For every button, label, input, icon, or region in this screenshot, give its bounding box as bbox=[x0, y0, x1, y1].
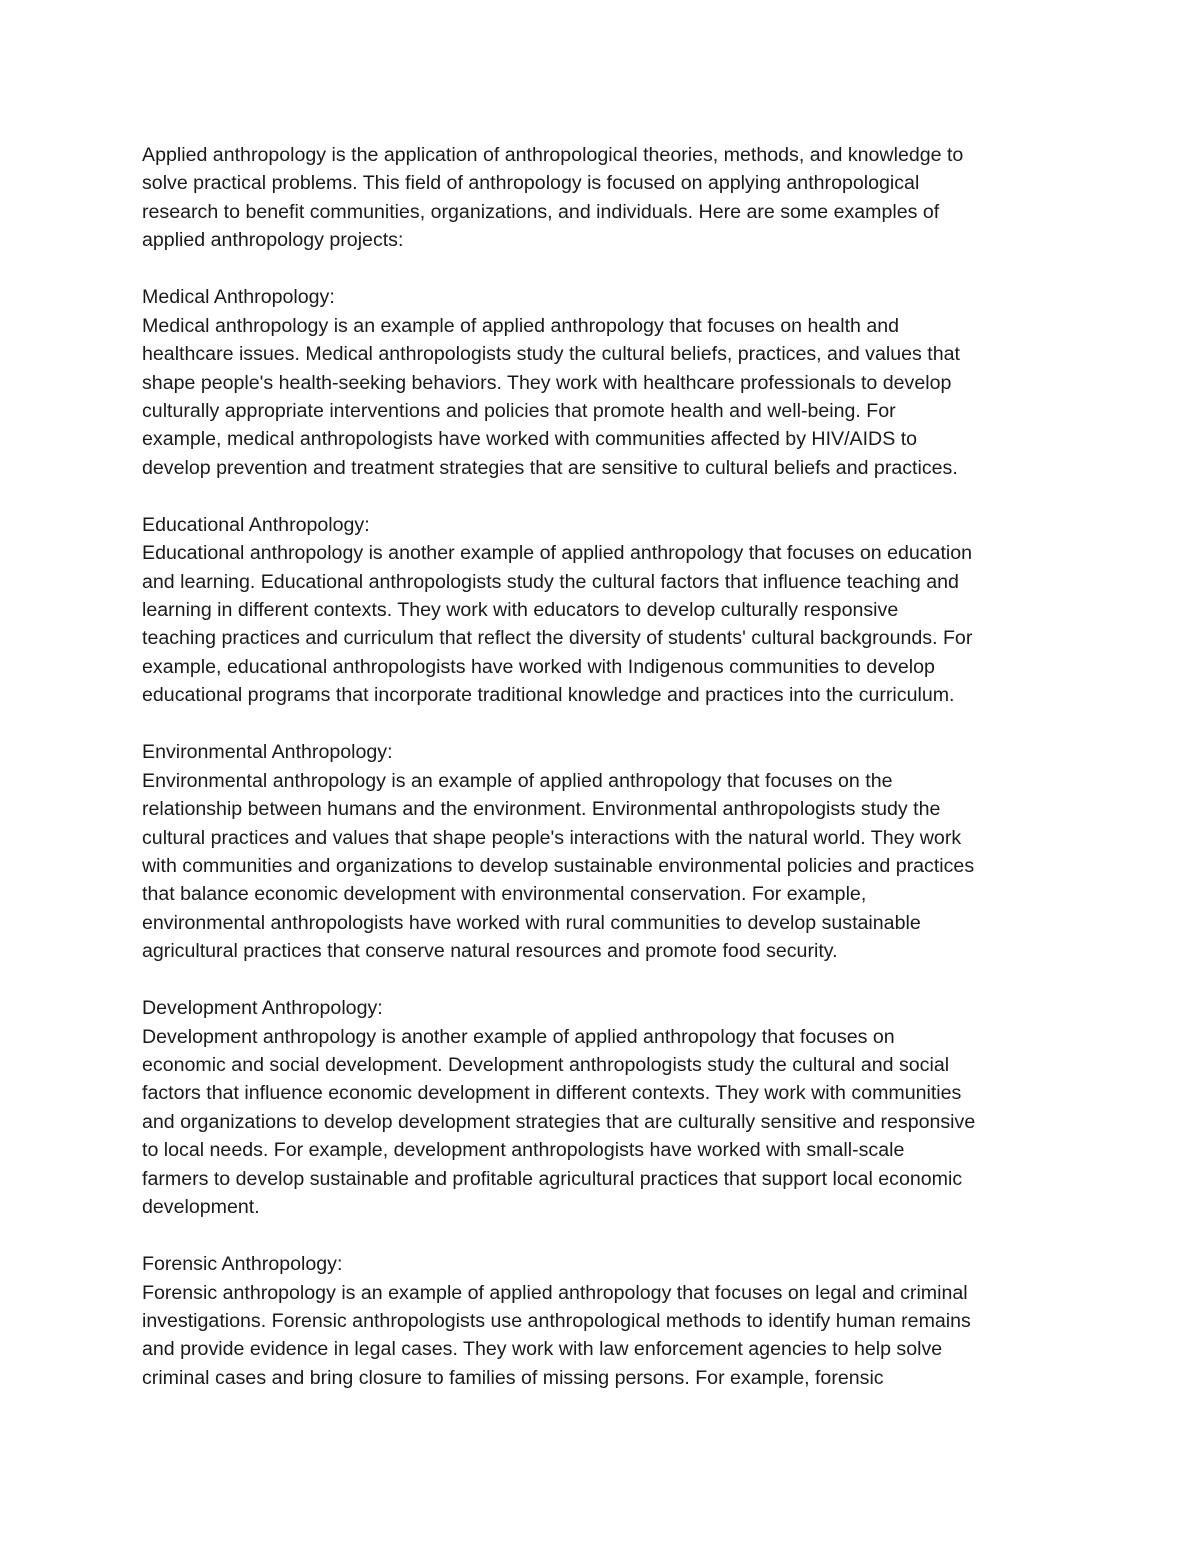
text-line: environmental anthropologists have worked with rural communities to develop sustainable bbox=[142, 911, 921, 934]
text-line: develop prevention and treatment strategies that are sensitive to cultural beliefs and practices. bbox=[142, 456, 958, 479]
text-line: and provide evidence in legal cases. They work with law enforcement agencies to help solve bbox=[142, 1338, 943, 1361]
text-line: Environmental anthropology is an example of applied anthropology that focuses on the bbox=[142, 769, 893, 792]
text-line: solve practical problems. This field of anthropology is focused on applying anthropological bbox=[142, 172, 920, 195]
section-heading: Educational Anthropology: bbox=[142, 513, 370, 536]
text-line: culturally appropriate interventions and policies that promote health and well-being. For bbox=[142, 399, 896, 422]
text-line: applied anthropology projects: bbox=[142, 229, 404, 252]
text-line: investigations. Forensic anthropologists use anthropological methods to identify human remains bbox=[142, 1309, 971, 1332]
text-line: Forensic anthropology is an example of applied anthropology that focuses on legal and criminal bbox=[142, 1281, 968, 1304]
text-line: that balance economic development with environmental conservation. For example, bbox=[142, 883, 867, 906]
text-line: and organizations to develop development strategies that are culturally sensitive and responsive bbox=[142, 1110, 976, 1133]
text-line: learning in different contexts. They work with educators to develop culturally responsive bbox=[142, 599, 899, 621]
text-line: relationship between humans and the environment. Environmental anthropologists study the bbox=[142, 798, 941, 821]
text-line: healthcare issues. Medical anthropologists study the cultural beliefs, practices, and values that bbox=[142, 343, 960, 366]
section-heading: Forensic Anthropology: bbox=[142, 1253, 343, 1276]
text-line: example, medical anthropologists have worked with communities affected by HIV/AIDS to bbox=[142, 428, 918, 451]
text-line: economic and social development. Development anthropologists study the cultural and social bbox=[142, 1054, 950, 1076]
section-medical bbox=[142, 283, 1072, 482]
text-line: with communities and organizations to develop sustainable environmental policies and practices bbox=[142, 854, 975, 877]
section-forensic bbox=[142, 1250, 1072, 1392]
section-development bbox=[142, 994, 1072, 1222]
text-line: Development anthropology is another example of applied anthropology that focuses on bbox=[142, 1025, 895, 1048]
text-line: development. bbox=[142, 1196, 260, 1219]
section-environmental bbox=[142, 738, 1072, 966]
text-line: factors that influence economic development in different contexts. They work with communities bbox=[142, 1082, 962, 1105]
section-heading: Development Anthropology: bbox=[142, 997, 383, 1020]
text-line: Applied anthropology is the application of anthropological theories, methods, and knowledge to bbox=[142, 144, 964, 166]
section-heading: Medical Anthropology: bbox=[142, 286, 335, 309]
document-body bbox=[142, 141, 1072, 1392]
text-line: agricultural practices that conserve natural resources and promote food security. bbox=[142, 940, 838, 963]
text-line: cultural practices and values that shape people's interactions with the natural world. They work bbox=[142, 826, 962, 849]
text-line: example, educational anthropologists have worked with Indigenous communities to develop bbox=[142, 655, 935, 678]
text-line: research to benefit communities, organizations, and individuals. Here are some examples of bbox=[142, 200, 940, 223]
text-line: and learning. Educational anthropologists study the cultural factors that influence teaching and bbox=[142, 570, 959, 593]
section-educational bbox=[142, 511, 1072, 710]
text-line: criminal cases and bring closure to families of missing persons. For example, forensic bbox=[142, 1366, 884, 1389]
text-line: to local needs. For example, development anthropologists have worked with small-scale bbox=[142, 1139, 905, 1162]
text-line: shape people's health-seeking behaviors. They work with healthcare professionals to develop bbox=[142, 371, 952, 394]
text-line: Educational anthropology is another example of applied anthropology that focuses on education bbox=[142, 542, 973, 565]
text-line: teaching practices and curriculum that reflect the diversity of students' cultural backgrounds. For bbox=[142, 627, 973, 650]
intro-paragraph bbox=[142, 141, 1072, 255]
text-line: educational programs that incorporate traditional knowledge and practices into the curriculum. bbox=[142, 684, 955, 707]
text-line: Medical anthropology is an example of applied anthropology that focuses on health and bbox=[142, 314, 900, 337]
text-line: farmers to develop sustainable and profitable agricultural practices that support local economic bbox=[142, 1167, 963, 1190]
section-heading: Environmental Anthropology: bbox=[142, 741, 393, 764]
